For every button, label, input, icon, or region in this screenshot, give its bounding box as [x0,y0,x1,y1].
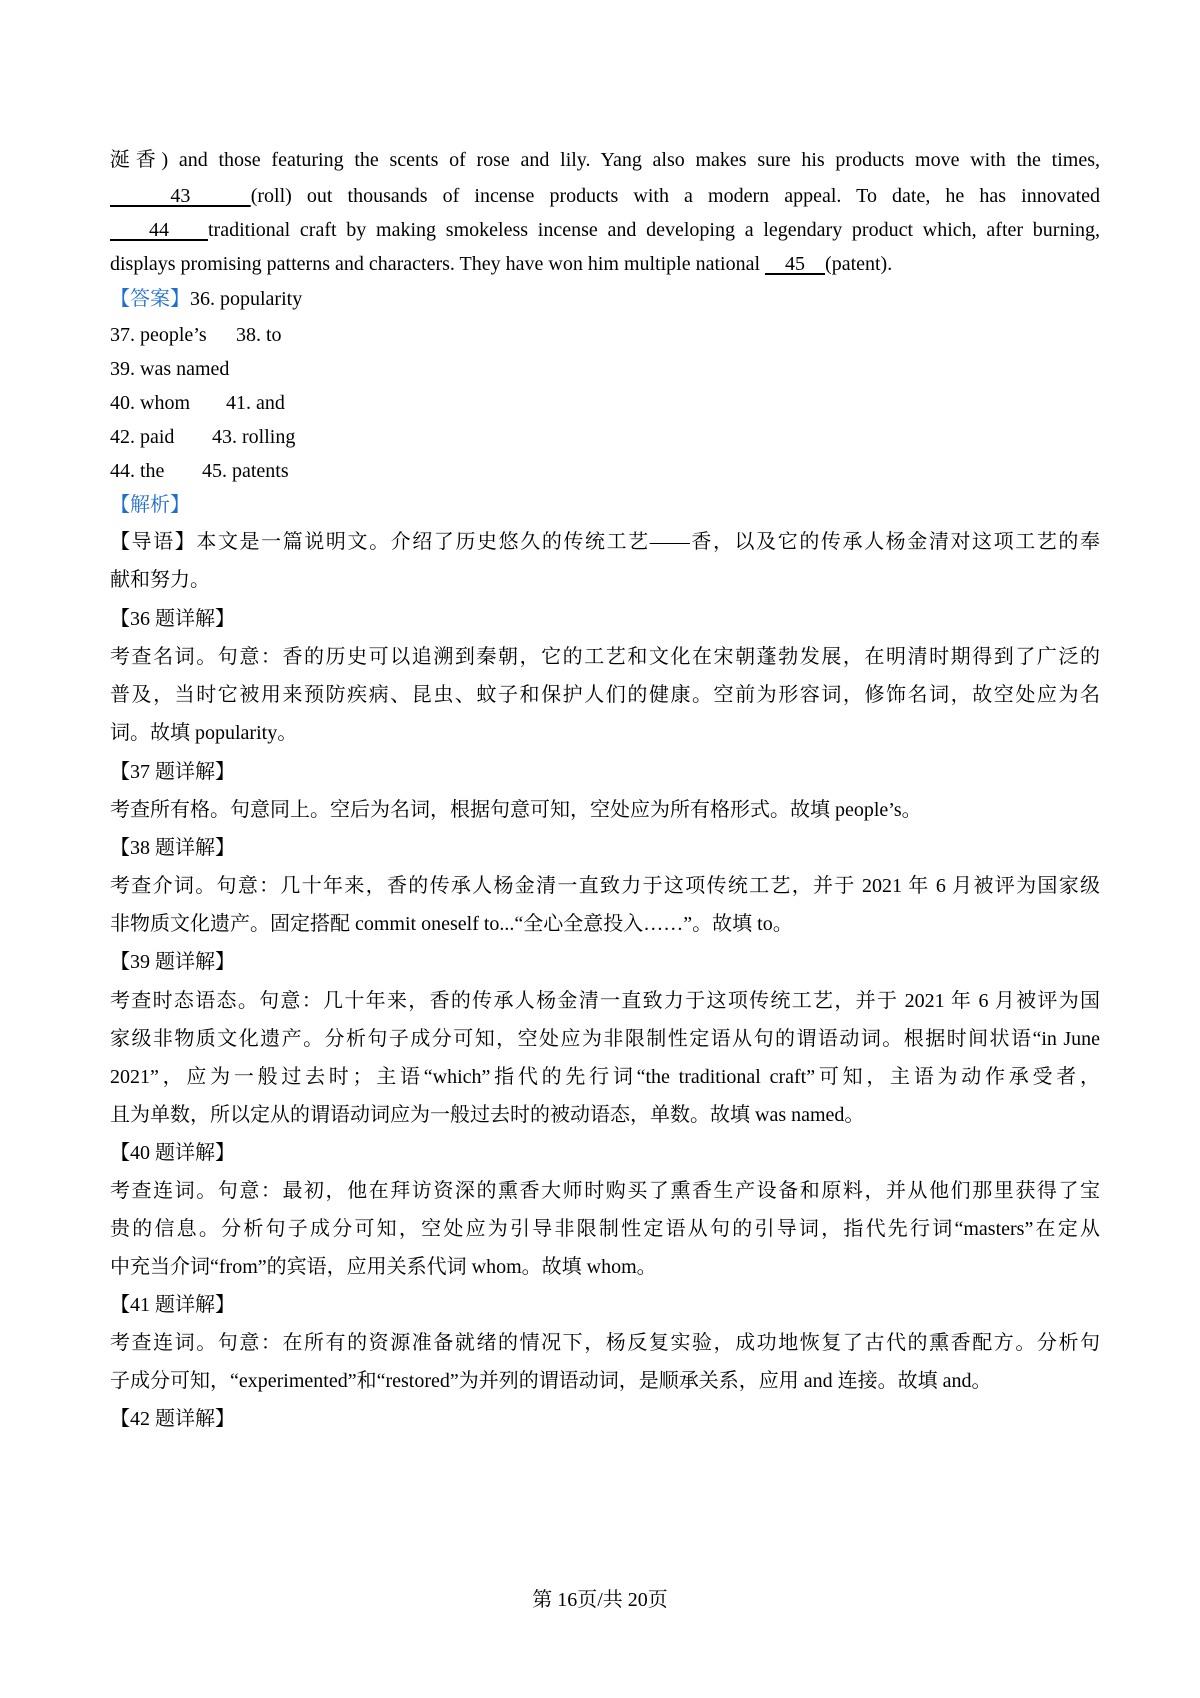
passage-line-3 [110,215,1100,245]
blank-44: 44 [110,219,208,241]
passage-line-2 [110,181,1100,211]
q39-line-1: 考查时态语态。句意：几十年来，香的传承人杨金清一直致力于这项传统工艺，并于 2021 年 6 月被评为国 [110,990,1100,1012]
q36-heading: 【36 题详解】 [110,608,235,630]
answer-36: 36. popularity [190,288,303,310]
intro-line-1: 【导语】本文是一篇说明文。介绍了历史悠久的传统工艺——香，以及它的传承人杨金清对这项工艺的奉 [110,531,1100,553]
q38-line-2: 非物质文化遗产。固定搭配 commit oneself to...“全心全意投入……”。故填 to。 [110,913,793,935]
answer-37: 37. people’s [110,324,207,346]
answer-41: 41. and [226,392,285,414]
q40-line-3: 中充当介词“from”的宾语，应用关系代词 whom。故填 whom。 [110,1256,657,1278]
q39-line-3: 2021”，应为一般过去时；主语“which”指代的先行词“the traditional craft”可知，主语为动作承受者， [110,1066,1100,1088]
passage-line-2-text: (roll) out thousands of incense products with a modern appeal. To date, he has innovated [250,185,1101,207]
q38-line-1: 考查介词。句意：几十年来，香的传承人杨金清一直致力于这项传统工艺，并于 2021 年 6 月被评为国家级 [110,875,1100,897]
answer-label: 【答案】 [110,288,190,310]
q39-heading: 【39 题详解】 [110,951,235,973]
passage-line-4-end: (patent). [825,253,893,275]
q40-heading: 【40 题详解】 [110,1142,235,1164]
q36-line-2: 普及，当时它被用来预防疾病、昆虫、蚊子和保护人们的健康。空前为形容词，修饰名词，故空处应为名 [110,684,1100,706]
answer-38: 38. to [236,324,282,346]
answer-row-4 [110,422,1100,452]
answer-heading [110,284,1100,314]
q37-line-1: 考查所有格。句意同上。空后为名词，根据句意可知，空处应为所有格形式。故填 people’s。 [110,799,922,821]
intro-line-2: 献和努力。 [110,569,210,591]
q39-line-4: 且为单数，所以定从的谓语动词应为一般过去时的被动语态，单数。故填 was named。 [110,1104,865,1126]
answer-43: 43. rolling [212,426,296,448]
answer-40: 40. whom [110,392,190,414]
answer-44: 44. the [110,460,165,482]
passage-line-3-text: traditional craft by making smokeless incense and developing a legendary product which, after burning, [207,219,1100,241]
q40-line-1: 考查连词。句意：最初，他在拜访资深的熏香大师时购买了熏香生产设备和原料，并从他们那里获得了宝 [110,1180,1100,1202]
q37-heading: 【37 题详解】 [110,761,235,783]
q38-heading: 【38 题详解】 [110,837,235,859]
q42-heading: 【42 题详解】 [110,1408,235,1430]
q36-line-3: 词。故填 popularity。 [110,722,298,744]
blank-43: 43 [110,185,251,207]
q41-heading: 【41 题详解】 [110,1294,235,1316]
q39-line-2: 家级非物质文化遗产。分析句子成分可知，空处应为非限制性定语从句的谓语动词。根据时间状语“in June [110,1028,1100,1050]
q36-line-1: 考查名词。句意：香的历史可以追溯到秦朝，它的工艺和文化在宋朝蓬勃发展，在明清时期得到了广泛的 [110,646,1100,668]
answer-42: 42. paid [110,426,175,448]
answer-row-1 [110,320,1100,350]
answer-row-2 [110,354,1100,384]
passage-line-4-text: displays promising patterns and characters. They have won him multiple national [110,253,766,275]
q41-line-2: 子成分可知，“experimented”和“restored”为并列的谓语动词，是顺承关系，应用 and 连接。故填 and。 [110,1370,992,1392]
q41-line-1: 考查连词。句意：在所有的资源准备就绪的情况下，杨反复实验，成功地恢复了古代的熏香配方。分析句 [110,1332,1100,1354]
q40-line-2: 贵的信息。分析句子成分可知，空处应为引导非限制性定语从句的引导词，指代先行词“masters”在定从 [110,1218,1100,1240]
answer-row-5 [110,456,1100,486]
passage-line-1: 涎香) and those featuring the scents of rose and lily. Yang also makes sure his products move with the times, [110,149,1100,171]
analysis-label: 【解析】 [110,494,190,516]
passage-line-4 [110,249,1100,279]
answer-39: 39. was named [110,358,230,380]
answer-row-3 [110,388,1100,418]
blank-45: 45 [765,253,826,275]
answer-45: 45. patents [202,460,289,482]
page-footer: 第 16页/共 20页 [532,1589,668,1611]
